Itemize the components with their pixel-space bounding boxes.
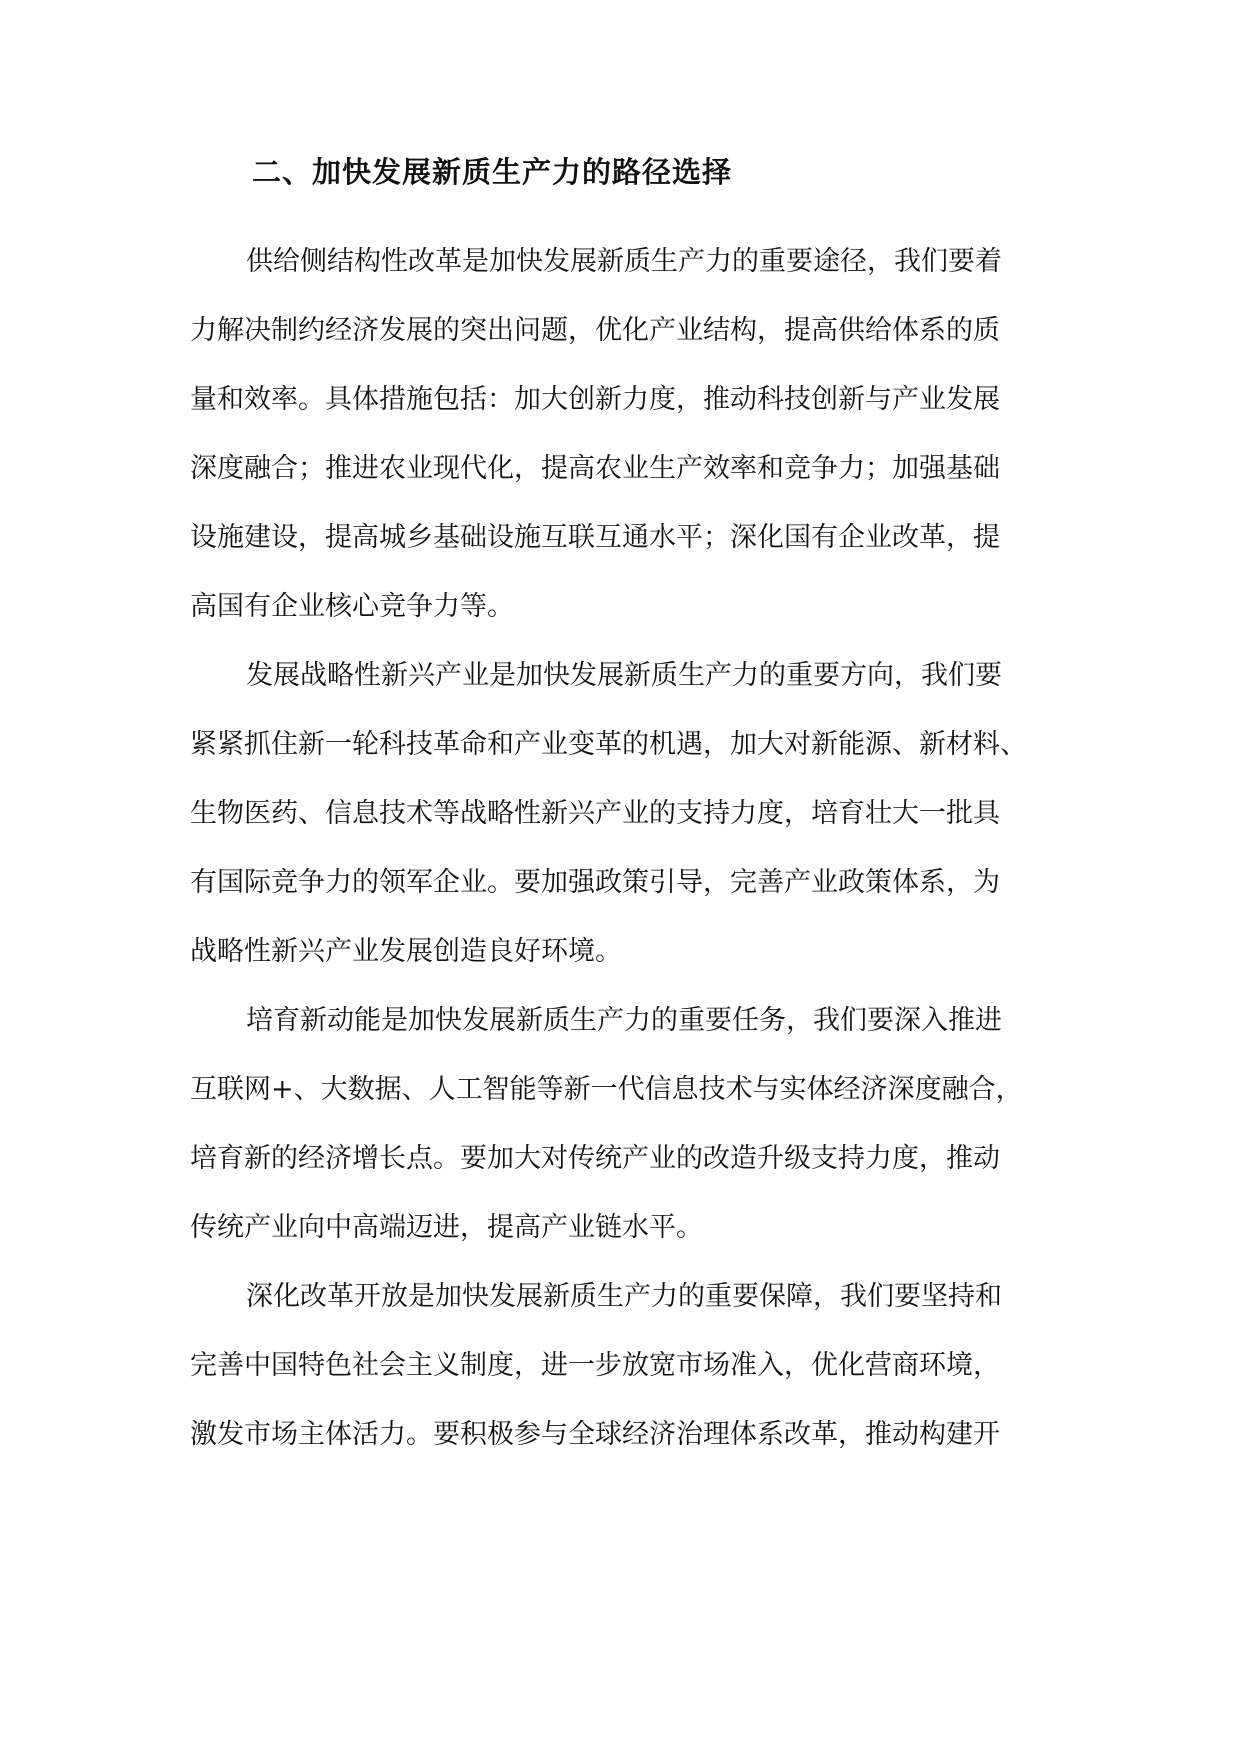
- text-line: 战略性新兴产业发展创造良好环境。: [190, 936, 622, 967]
- text-line: 互联网+、大数据、人工智能等新一代信息技术与实体经济深度融合，: [190, 1074, 1023, 1105]
- text-line: 紧紧抓住新一轮科技革命和产业变革的机遇，加大对新能源、新材料、: [190, 729, 1027, 760]
- body-text: [190, 227, 1190, 1469]
- text-line: 发展战略性新兴产业是加快发展新质生产力的重要方向，我们要: [246, 660, 1002, 691]
- paragraph-supply-side-reform: [190, 227, 1190, 641]
- paragraph-new-drivers: [190, 986, 1190, 1262]
- text-line: 量和效率。具体措施包括：加大创新力度，推动科技创新与产业发展: [190, 384, 1000, 415]
- text-line: 设施建设，提高城乡基础设施互联互通水平；深化国有企业改革，提: [190, 522, 1000, 553]
- text-line: 深度融合；推进农业现代化，提高农业生产效率和竞争力；加强基础: [190, 453, 1000, 484]
- text-line: 完善中国特色社会主义制度，进一步放宽市场准入，优化营商环境，: [190, 1350, 1000, 1381]
- text-line: 力解决制约经济发展的突出问题，优化产业结构，提高供给体系的质: [190, 315, 1000, 346]
- text-line: 高国有企业核心竞争力等。: [190, 591, 514, 622]
- text-line: 传统产业向中高端迈进，提高产业链水平。: [190, 1212, 703, 1243]
- text-line: 生物医药、信息技术等战略性新兴产业的支持力度，培育壮大一批具: [190, 798, 1000, 829]
- text-line: 激发市场主体活力。要积极参与全球经济治理体系改革，推动构建开: [190, 1419, 1000, 1450]
- paragraph-reform-opening: [190, 1262, 1190, 1469]
- section-heading: 二、加快发展新质生产力的路径选择: [252, 155, 733, 189]
- text-line: 培育新动能是加快发展新质生产力的重要任务，我们要深入推进: [246, 1005, 1002, 1036]
- paragraph-emerging-industries: [190, 641, 1190, 986]
- text-line: 供给侧结构性改革是加快发展新质生产力的重要途径，我们要着: [246, 246, 1002, 277]
- text-line: 培育新的经济增长点。要加大对传统产业的改造升级支持力度，推动: [190, 1143, 1000, 1174]
- text-line: 深化改革开放是加快发展新质生产力的重要保障，我们要坚持和: [246, 1281, 1002, 1312]
- text-line: 有国际竞争力的领军企业。要加强政策引导，完善产业政策体系，为: [190, 867, 1000, 898]
